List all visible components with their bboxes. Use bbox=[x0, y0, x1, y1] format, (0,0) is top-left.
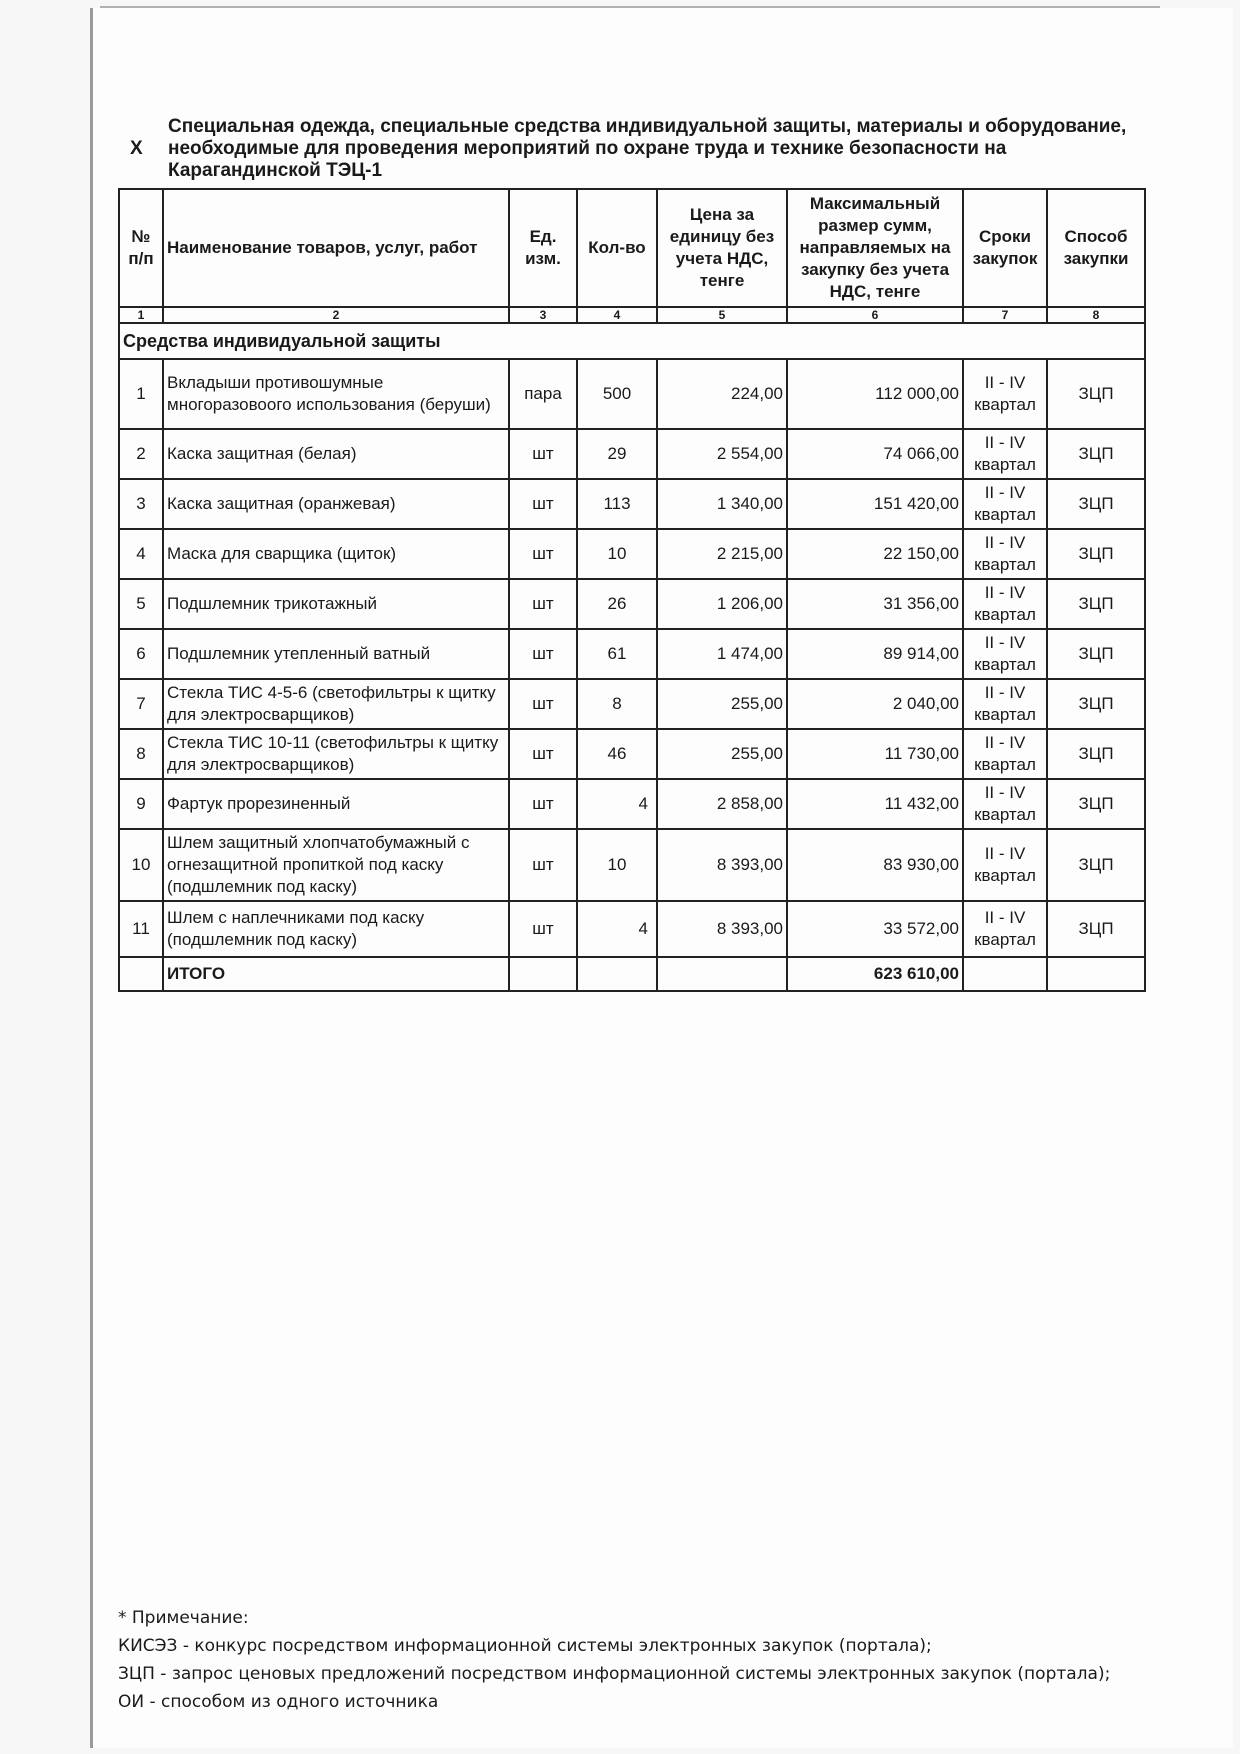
header-qty: Кол-во bbox=[577, 189, 657, 307]
item-method: ЗЦП bbox=[1047, 629, 1145, 679]
item-unit-price: 2 858,00 bbox=[657, 779, 787, 829]
item-quantity: 8 bbox=[577, 679, 657, 729]
item-max-sum: 89 914,00 bbox=[787, 629, 963, 679]
item-unit-price: 8 393,00 bbox=[657, 829, 787, 901]
table-row bbox=[119, 679, 1145, 729]
total-row bbox=[119, 957, 1145, 991]
total-empty bbox=[1047, 957, 1145, 991]
heading-marker: X bbox=[130, 138, 143, 159]
table-row bbox=[119, 579, 1145, 629]
item-name: Каска защитная (оранжевая) bbox=[163, 479, 509, 529]
item-unit: шт bbox=[509, 529, 577, 579]
column-number: 5 bbox=[657, 307, 787, 323]
item-quantity: 26 bbox=[577, 579, 657, 629]
item-quantity: 4 bbox=[577, 901, 657, 957]
item-quantity: 4 bbox=[577, 779, 657, 829]
footnote bbox=[118, 1604, 1218, 1716]
table-row bbox=[119, 529, 1145, 579]
item-unit-price: 1 340,00 bbox=[657, 479, 787, 529]
item-term: II - IV квартал bbox=[963, 829, 1047, 901]
item-method: ЗЦП bbox=[1047, 901, 1145, 957]
item-unit: шт bbox=[509, 629, 577, 679]
item-term: II - IV квартал bbox=[963, 729, 1047, 779]
item-max-sum: 83 930,00 bbox=[787, 829, 963, 901]
section-row bbox=[119, 323, 1145, 359]
item-quantity: 113 bbox=[577, 479, 657, 529]
item-method: ЗЦП bbox=[1047, 479, 1145, 529]
total-empty bbox=[509, 957, 577, 991]
item-name: Фартук прорезиненный bbox=[163, 779, 509, 829]
row-number: 9 bbox=[119, 779, 163, 829]
row-number: 11 bbox=[119, 901, 163, 957]
item-name: Стекла ТИС 4-5-6 (светофильтры к щитку для электросварщиков) bbox=[163, 679, 509, 729]
item-method: ЗЦП bbox=[1047, 579, 1145, 629]
item-max-sum: 22 150,00 bbox=[787, 529, 963, 579]
row-number: 5 bbox=[119, 579, 163, 629]
item-unit: шт bbox=[509, 579, 577, 629]
row-number: 10 bbox=[119, 829, 163, 901]
column-number: 8 bbox=[1047, 307, 1145, 323]
table-row bbox=[119, 429, 1145, 479]
item-name: Маска для сварщика (щиток) bbox=[163, 529, 509, 579]
item-name: Стекла ТИС 10-11 (светофильтры к щитку для электросварщиков) bbox=[163, 729, 509, 779]
item-name: Шлем с наплечниками под каску (подшлемник под каску) bbox=[163, 901, 509, 957]
header-price: Цена за единицу без учета НДС, тенге bbox=[657, 189, 787, 307]
item-unit: шт bbox=[509, 429, 577, 479]
item-quantity: 10 bbox=[577, 829, 657, 901]
item-unit-price: 8 393,00 bbox=[657, 901, 787, 957]
item-max-sum: 11 432,00 bbox=[787, 779, 963, 829]
header-num: № п/п bbox=[119, 189, 163, 307]
table-row bbox=[119, 829, 1145, 901]
item-max-sum: 31 356,00 bbox=[787, 579, 963, 629]
header-term: Сроки закупок bbox=[963, 189, 1047, 307]
column-number: 6 bbox=[787, 307, 963, 323]
header-method: Способ закупки bbox=[1047, 189, 1145, 307]
item-name: Вкладыши противошумные многоразовоого использования (беруши) bbox=[163, 359, 509, 429]
item-max-sum: 74 066,00 bbox=[787, 429, 963, 479]
item-method: ЗЦП bbox=[1047, 729, 1145, 779]
item-max-sum: 2 040,00 bbox=[787, 679, 963, 729]
table-row bbox=[119, 479, 1145, 529]
item-quantity: 61 bbox=[577, 629, 657, 679]
total-label: ИТОГО bbox=[163, 957, 509, 991]
item-unit-price: 2 215,00 bbox=[657, 529, 787, 579]
item-unit: пара bbox=[509, 359, 577, 429]
table-row bbox=[119, 779, 1145, 829]
row-number: 3 bbox=[119, 479, 163, 529]
footnote-line: КИСЭЗ - конкурс посредством информационной системы электронных закупок (портала); bbox=[118, 1636, 932, 1656]
header-unit: Ед. изм. bbox=[509, 189, 577, 307]
row-number: 6 bbox=[119, 629, 163, 679]
header-sum: Максимальный размер сумм, направляемых на закупку без учета НДС, тенге bbox=[787, 189, 963, 307]
section-title: Средства индивидуальной защиты bbox=[119, 323, 1145, 359]
heading-text: Специальная одежда, специальные средства индивидуальной защиты, материалы и оборудование, необходимые для проведения мероприятий по охране труда и технике безопасности на Карагандинской ТЭЦ-1 bbox=[168, 116, 1127, 181]
column-number: 2 bbox=[163, 307, 509, 323]
table-row bbox=[119, 901, 1145, 957]
item-name: Шлем защитный хлопчатобумажный с огнезащитной пропиткой под каску (подшлемник под каску) bbox=[163, 829, 509, 901]
item-quantity: 46 bbox=[577, 729, 657, 779]
row-number: 8 bbox=[119, 729, 163, 779]
item-term: II - IV квартал bbox=[963, 679, 1047, 729]
item-method: ЗЦП bbox=[1047, 779, 1145, 829]
table-row bbox=[119, 629, 1145, 679]
item-name: Каска защитная (белая) bbox=[163, 429, 509, 479]
footnote-title: * Примечание: bbox=[118, 1608, 249, 1628]
item-max-sum: 11 730,00 bbox=[787, 729, 963, 779]
item-unit-price: 255,00 bbox=[657, 729, 787, 779]
item-unit-price: 1 474,00 bbox=[657, 629, 787, 679]
column-number: 4 bbox=[577, 307, 657, 323]
item-term: II - IV квартал bbox=[963, 429, 1047, 479]
item-quantity: 10 bbox=[577, 529, 657, 579]
item-method: ЗЦП bbox=[1047, 429, 1145, 479]
total-sum: 623 610,00 bbox=[787, 957, 963, 991]
total-empty bbox=[657, 957, 787, 991]
item-term: II - IV квартал bbox=[963, 479, 1047, 529]
total-empty bbox=[963, 957, 1047, 991]
item-unit: шт bbox=[509, 479, 577, 529]
item-term: II - IV квартал bbox=[963, 579, 1047, 629]
item-name: Подшлемник трикотажный bbox=[163, 579, 509, 629]
item-unit: шт bbox=[509, 829, 577, 901]
header-row bbox=[119, 189, 1145, 307]
item-method: ЗЦП bbox=[1047, 829, 1145, 901]
item-term: II - IV квартал bbox=[963, 359, 1047, 429]
item-term: II - IV квартал bbox=[963, 779, 1047, 829]
item-max-sum: 33 572,00 bbox=[787, 901, 963, 957]
item-unit: шт bbox=[509, 729, 577, 779]
column-number: 3 bbox=[509, 307, 577, 323]
total-empty bbox=[119, 957, 163, 991]
item-unit: шт bbox=[509, 679, 577, 729]
header-name: Наименование товаров, услуг, работ bbox=[163, 189, 509, 307]
item-method: ЗЦП bbox=[1047, 529, 1145, 579]
footnote-line: ЗЦП - запрос ценовых предложений посредством информационной системы электронных закупок (портала); bbox=[118, 1664, 1111, 1684]
row-number: 2 bbox=[119, 429, 163, 479]
row-number: 4 bbox=[119, 529, 163, 579]
procurement-table bbox=[118, 188, 1146, 992]
total-empty bbox=[577, 957, 657, 991]
row-number: 1 bbox=[119, 359, 163, 429]
item-quantity: 29 bbox=[577, 429, 657, 479]
item-name: Подшлемник утепленный ватный bbox=[163, 629, 509, 679]
item-unit-price: 224,00 bbox=[657, 359, 787, 429]
item-unit-price: 2 554,00 bbox=[657, 429, 787, 479]
item-term: II - IV квартал bbox=[963, 529, 1047, 579]
item-method: ЗЦП bbox=[1047, 359, 1145, 429]
item-unit: шт bbox=[509, 901, 577, 957]
footnote-line: ОИ - способом из одного источника bbox=[118, 1692, 439, 1712]
item-term: II - IV квартал bbox=[963, 629, 1047, 679]
item-unit-price: 255,00 bbox=[657, 679, 787, 729]
row-number: 7 bbox=[119, 679, 163, 729]
column-number-row bbox=[119, 307, 1145, 323]
item-quantity: 500 bbox=[577, 359, 657, 429]
item-term: II - IV квартал bbox=[963, 901, 1047, 957]
item-unit: шт bbox=[509, 779, 577, 829]
column-number: 7 bbox=[963, 307, 1047, 323]
table-row bbox=[119, 359, 1145, 429]
column-number: 1 bbox=[119, 307, 163, 323]
item-max-sum: 151 420,00 bbox=[787, 479, 963, 529]
item-method: ЗЦП bbox=[1047, 679, 1145, 729]
item-max-sum: 112 000,00 bbox=[787, 359, 963, 429]
table-row bbox=[119, 729, 1145, 779]
item-unit-price: 1 206,00 bbox=[657, 579, 787, 629]
